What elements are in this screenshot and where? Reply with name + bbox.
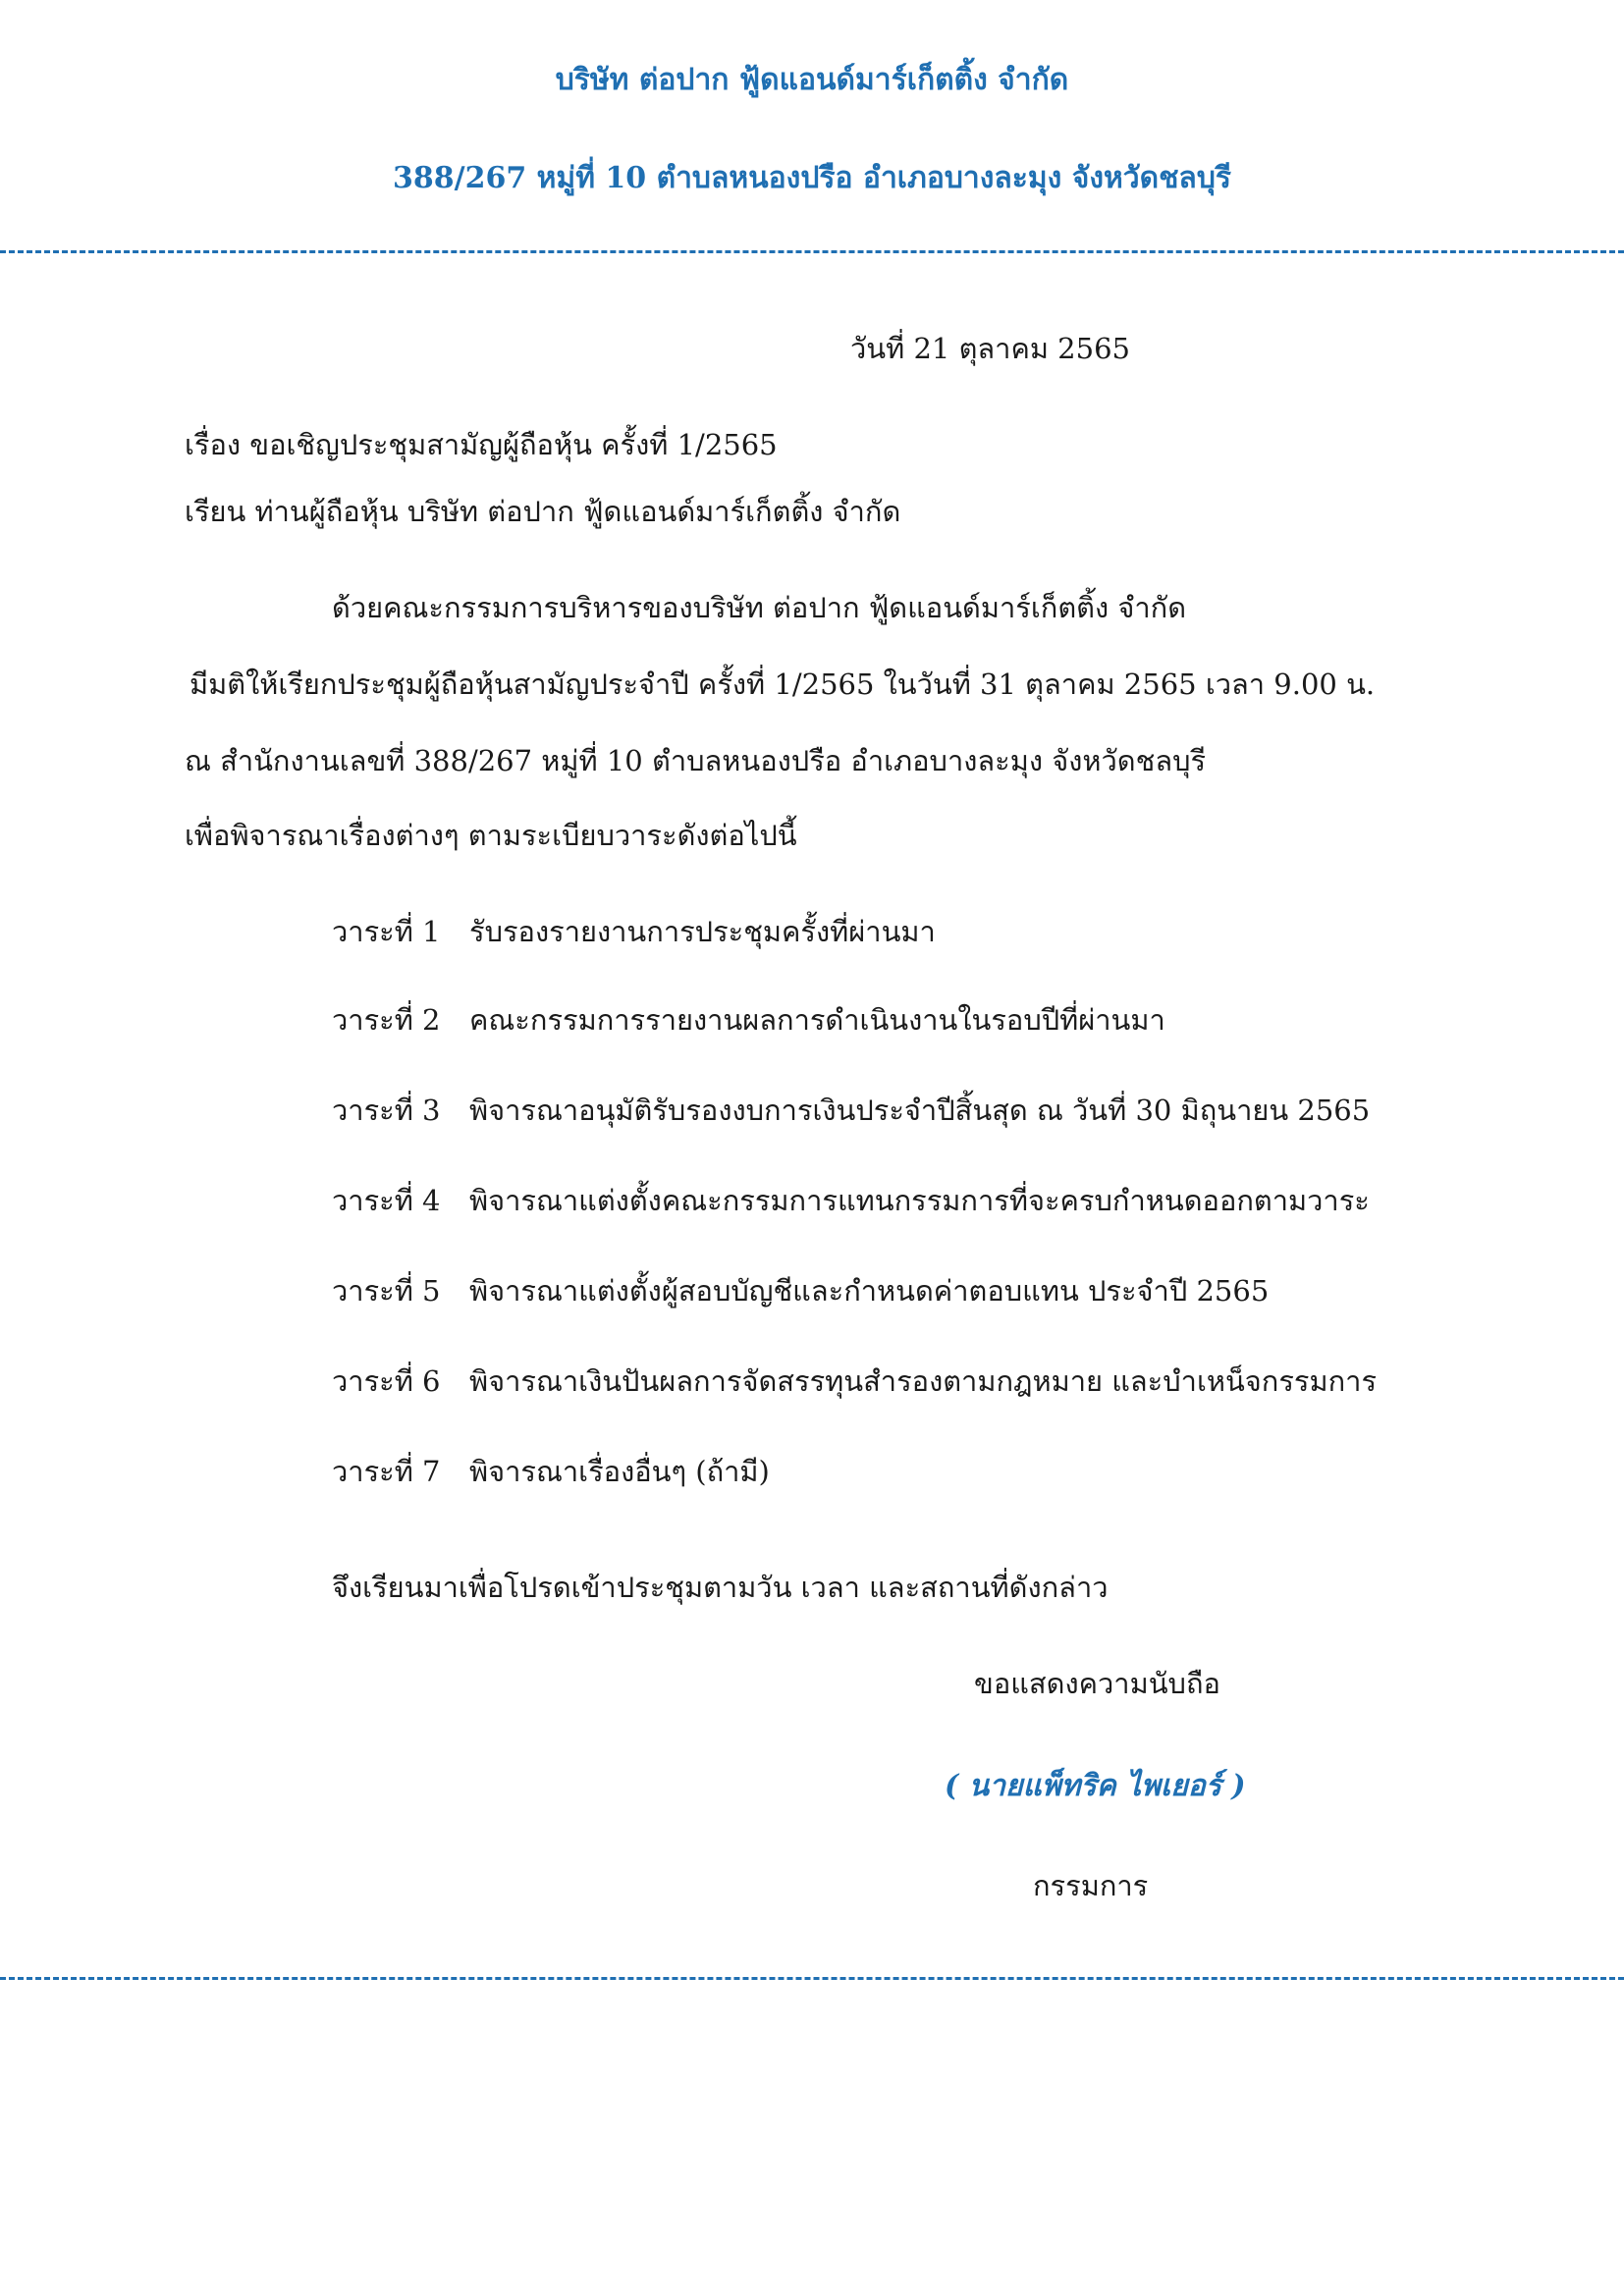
agenda-label: วาระที่ 3 — [332, 1094, 441, 1127]
letter-subject: เรื่อง ขอเชิญประชุมสามัญผู้ถือหุ้น ครั้งที่ 1/2565 — [185, 428, 778, 461]
signatory-title: กรรมการ — [1033, 1869, 1149, 1902]
agenda-label: วาระที่ 1 — [332, 915, 441, 948]
body-line: มีมติให้เรียกประชุมผู้ถือหุ้นสามัญประจำปี ครั้งที่ 1/2565 ในวันที่ 31 ตุลาคม 2565 เวลา 9.00 น. — [189, 667, 1376, 701]
company-name: บริษัท ต่อปาก ฟู้ดแอนด์มาร์เก็ตติ้ง จำกัด — [555, 63, 1069, 97]
body-line: เพื่อพิจารณาเรื่องต่างๆ ตามระเบียบวาระดังต่อไปนี้ — [185, 819, 797, 852]
agenda-text: คณะกรรมการรายงานผลการดำเนินงานในรอบปีที่ผ่านมา — [469, 1003, 1165, 1037]
body-line: ณ สำนักงานเลขที่ 388/267 หมู่ที่ 10 ตำบลหนองปรือ อำเภอบางละมุง จังหวัดชลบุรี — [185, 744, 1207, 777]
agenda-text: พิจารณาเงินปันผลการจัดสรรทุนสำรองตามกฎหมาย และบำเหน็จกรรมการ — [469, 1364, 1378, 1398]
agenda-label: วาระที่ 7 — [332, 1455, 441, 1488]
agenda-text: พิจารณาเรื่องอื่นๆ (ถ้ามี) — [469, 1455, 770, 1488]
salutation: ขอแสดงความนับถือ — [974, 1667, 1220, 1700]
letter-recipient: เรียน ท่านผู้ถือหุ้น บริษัท ต่อปาก ฟู้ดแอนด์มาร์เก็ตติ้ง จำกัด — [185, 495, 901, 528]
closing-line: จึงเรียนมาเพื่อโปรดเข้าประชุมตามวัน เวลา และสถานที่ดังกล่าว — [332, 1571, 1109, 1604]
body-line: ด้วยคณะกรรมการบริหารของบริษัท ต่อปาก ฟู้ดแอนด์มาร์เก็ตติ้ง จำกัด — [332, 591, 1187, 624]
agenda-label: วาระที่ 6 — [332, 1364, 441, 1398]
signatory-name: ( นายแพ็ทริค ไพเยอร์ ) — [945, 1769, 1246, 1803]
agenda-label: วาระที่ 4 — [332, 1184, 441, 1217]
agenda-text: รับรองรายงานการประชุมครั้งที่ผ่านมา — [469, 915, 936, 948]
agenda-label: วาระที่ 5 — [332, 1274, 441, 1308]
letter-date: วันที่ 21 ตุลาคม 2565 — [850, 332, 1130, 365]
agenda-label: วาระที่ 2 — [332, 1003, 441, 1037]
footer-divider — [0, 1977, 1624, 1980]
agenda-text: พิจารณาแต่งตั้งผู้สอบบัญชีและกำหนดค่าตอบแทน ประจำปี 2565 — [469, 1274, 1270, 1308]
company-address: 388/267 หมู่ที่ 10 ตำบลหนองปรือ อำเภอบางละมุง จังหวัดชลบุรี — [393, 161, 1231, 195]
header-divider — [0, 250, 1624, 253]
agenda-text: พิจารณาแต่งตั้งคณะกรรมการแทนกรรมการที่จะครบกำหนดออกตามวาระ — [469, 1184, 1370, 1217]
agenda-text: พิจารณาอนุมัติรับรองงบการเงินประจำปีสิ้นสุด ณ วันที่ 30 มิถุนายน 2565 — [469, 1094, 1371, 1127]
